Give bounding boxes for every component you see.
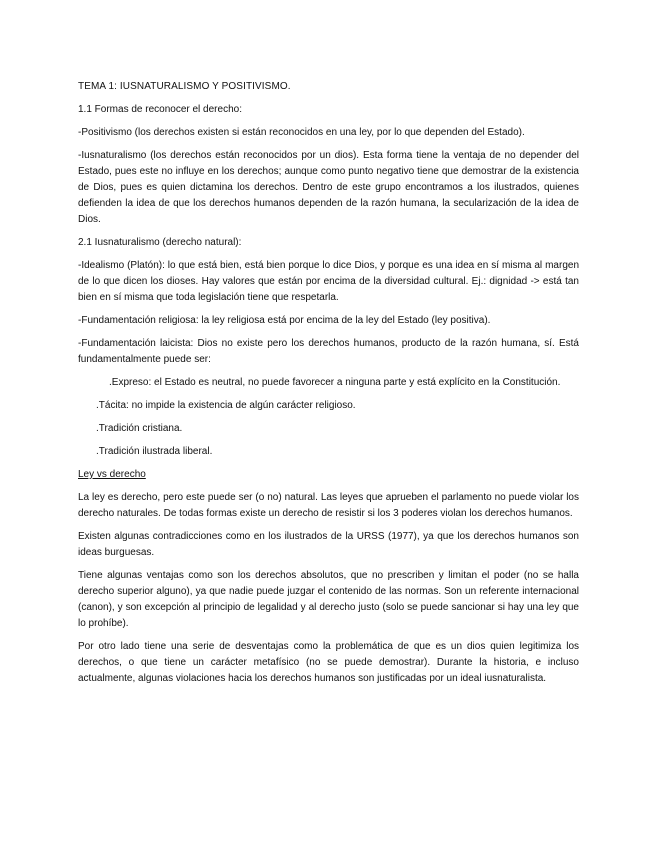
list-item-tacita: .Tácita: no impide la existencia de algún carácter religioso. <box>96 400 356 411</box>
paragraph-desventajas: Por otro lado tiene una serie de desventajas como la problemática de que es un dios quien legitimiza los derechos, o que tiene un carácter metafísico (no se puede demostrar). Durante la historia, e incluso actualmente, algunas violaciones hacia los derechos humanos son justificadas por un ideal iusnaturalista. <box>78 641 579 684</box>
paragraph-fundamentacion-religiosa: -Fundamentación religiosa: la ley religiosa está por encima de la ley del Estado (ley positiva). <box>78 315 491 326</box>
section-heading-formas: 1.1 Formas de reconocer el derecho: <box>78 104 242 115</box>
paragraph-ley-derecho: La ley es derecho, pero este puede ser (o no) natural. Las leyes que aprueben el parlamento no puede violar los derecho naturales. De todas formas existe un derecho de resistir si los 3 poderes violan los derechos humanos. <box>78 492 579 519</box>
paragraph-iusnaturalismo: -Iusnaturalismo (los derechos están reconocidos por un dios). Esta forma tiene la ventaja de no depender del Estado, pues este no influye en los derechos; aunque como punto negativo tiene que demostrar de la existencia de Dios, pues es quien dictamina los derechos. Dentro de este grupo encontramos a los ilustrados, quienes defienden la idea de que los derechos humanos dependen de la razón humana, la secularización de la idea de Dios. <box>78 150 579 225</box>
document-page <box>78 79 579 694</box>
section-heading-derecho-natural: 2.1 Iusnaturalismo (derecho natural): <box>78 237 242 248</box>
list-item-tradicion-cristiana: .Tradición cristiana. <box>96 423 183 434</box>
document-title: TEMA 1: IUSNATURALISMO Y POSITIVISMO. <box>78 81 291 92</box>
paragraph-fundamentacion-laicista: -Fundamentación laicista: Dios no existe pero los derechos humanos, producto de la razón humana, sí. Está fundamentalmente puede ser: <box>78 338 579 365</box>
paragraph-positivismo: -Positivismo (los derechos existen si están reconocidos en una ley, por lo que dependen del Estado). <box>78 127 525 138</box>
paragraph-ventajas: Tiene algunas ventajas como son los derechos absolutos, que no prescriben y limitan el poder (no se halla derecho superior alguno), ya que nadie puede juzgar el contenido de las normas. Son un referente internacional (canon), y son excepción al principio de legalidad y al derecho justo (solo se puede sancionar si hay una ley que lo prohíbe). <box>78 570 579 629</box>
paragraph-idealismo: -Idealismo (Platón): lo que está bien, está bien porque lo dice Dios, y porque es una idea en sí misma al margen de lo que dicen los dioses. Hay valores que están por encima de la diversidad cultural. Ej.: dignidad -> está tan bien en sí misma que toda legislación tiene que respetarla. <box>78 260 579 303</box>
list-item-expreso: .Expreso: el Estado es neutral, no puede favorecer a ninguna parte y está explícito en la Constitución. <box>109 377 561 388</box>
paragraph-contradicciones: Existen algunas contradicciones como en los ilustrados de la URSS (1977), ya que los derechos humanos son ideas burguesas. <box>78 531 579 558</box>
section-heading-ley-vs-derecho: Ley vs derecho <box>78 469 146 480</box>
list-item-tradicion-ilustrada: .Tradición ilustrada liberal. <box>96 446 213 457</box>
